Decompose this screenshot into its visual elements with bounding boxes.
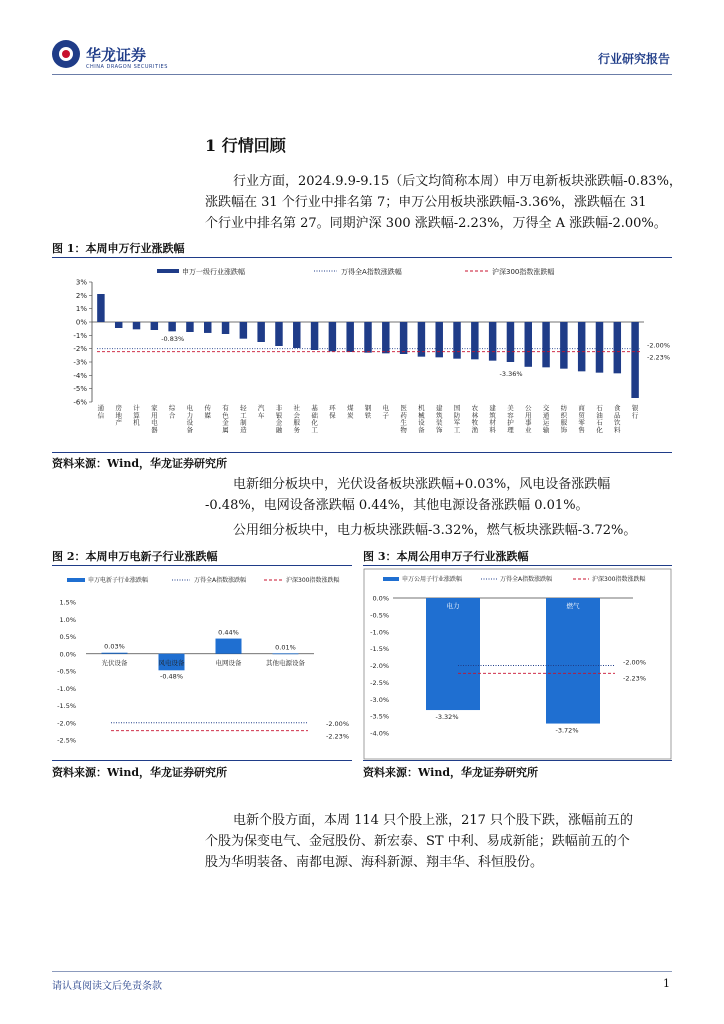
fig1-y-tick-label: -3% — [73, 358, 87, 367]
fig1-category-label: 电力设备 — [186, 404, 194, 434]
figure-2-title: 图 2：本周申万电新子行业涨跌幅 — [52, 550, 218, 563]
fig1-bar — [311, 322, 318, 350]
fig2-legend-wind-label: 万得全A指数涨跌幅 — [194, 577, 247, 584]
figure-2-source: 资料来源：Wind，华龙证券研究所 — [52, 766, 228, 779]
fig1-y-tick-label: -6% — [73, 398, 87, 407]
company-name-en: CHINA DRAGON SECURITIES — [86, 64, 168, 70]
fig1-bar — [596, 322, 603, 373]
figure-1-top-rule — [52, 257, 672, 258]
fig1-category-label: 食品饮料 — [614, 404, 621, 434]
fig3-ref-label: -2.00% — [623, 658, 646, 667]
figure-2-top-rule — [52, 565, 352, 566]
fig2-legend-bar-label: 申万电新子行业涨跌幅 — [88, 577, 149, 584]
fig1-data-label: -0.83% — [161, 335, 185, 343]
fig2-data-label: -0.48% — [160, 672, 183, 681]
fig1-category-label: 计算机 — [133, 404, 140, 427]
figure-3-bottom-rule — [363, 760, 672, 761]
fig3-legend-hs300-label: 沪深300指数涨跌幅 — [592, 576, 646, 583]
stocks-paragraph-line-3: 股为华明装备、南都电源、海科新源、翔丰华、科恒股份。 — [205, 855, 544, 870]
fig1-y-tick-label: 2% — [75, 291, 87, 300]
fig3-legend-wind-label: 万得全A指数涨跌幅 — [500, 576, 553, 583]
fig2-category-label: 电网设备 — [215, 658, 242, 667]
fig1-bar — [364, 322, 371, 353]
fig2-y-tick-label: 1.5% — [59, 598, 76, 607]
fig1-y-tick-label: 0% — [75, 318, 87, 327]
fig1-category-label: 医药生物 — [400, 404, 407, 434]
fig2-y-tick-label: -2.0% — [57, 719, 76, 728]
fig2-y-tick-label: 0.5% — [59, 633, 76, 641]
fig3-y-tick-label: -2.5% — [370, 678, 389, 687]
figure-3-top-rule — [363, 565, 672, 566]
fig3-y-tick-label: -0.5% — [370, 611, 389, 620]
fig2-bar — [102, 653, 128, 654]
fig1-category-label: 美容护理 — [507, 404, 514, 434]
fig1-category-label: 银行 — [631, 404, 639, 420]
fig1-category-label: 纺织服饰 — [560, 404, 568, 434]
fig1-bar — [453, 322, 460, 359]
fig3-category-label: 燃气 — [566, 602, 580, 610]
fig3-bar — [426, 598, 480, 710]
fig1-bar — [275, 322, 282, 346]
fig3-bar — [546, 598, 600, 724]
fig1-category-label: 汽车 — [257, 404, 265, 420]
fig1-y-tick-label: -2% — [73, 345, 87, 354]
fig1-category-label: 机械设备 — [418, 404, 425, 434]
fig1-data-label: -3.36% — [499, 369, 523, 378]
fig1-category-label: 钢铁 — [364, 404, 372, 420]
fig3-y-tick-label: -1.0% — [370, 628, 389, 637]
fig1-category-label: 综合 — [168, 404, 176, 420]
fig1-bar — [204, 322, 211, 333]
fig3-legend-bar-swatch — [383, 577, 399, 581]
fig1-legend-hs300-label: 沪深300指数涨跌幅 — [492, 268, 555, 276]
fig2-legend-hs300-label: 沪深300指数涨跌幅 — [286, 577, 340, 584]
fig1-bar — [240, 322, 247, 339]
fig1-category-label: 公用事业 — [525, 404, 532, 434]
fig1-ref-label: -2.23% — [647, 353, 670, 362]
fig1-legend-bar-swatch — [157, 269, 179, 273]
fig1-bar — [133, 322, 140, 329]
fig1-y-tick-label: -1% — [73, 331, 87, 340]
fig1-bar — [400, 322, 407, 354]
fig1-bar — [578, 322, 585, 371]
fig3-y-tick-label: -3.5% — [370, 712, 389, 721]
fig1-category-label: 通信 — [97, 404, 105, 420]
section-heading: 1 行情回顾 — [205, 136, 286, 155]
figure-2-bottom-rule — [52, 760, 352, 761]
fig1-category-label: 电子 — [382, 404, 390, 420]
fig1-bar — [151, 322, 158, 330]
fig1-category-label: 环保 — [329, 404, 336, 420]
figure-1-title: 图 1：本周申万行业涨跌幅 — [52, 242, 185, 255]
fig2-ref-label: -2.00% — [326, 719, 349, 728]
fig2-data-label: 0.44% — [218, 628, 239, 637]
fig1-bar — [222, 322, 229, 334]
figure-3-source: 资料来源：Wind，华龙证券研究所 — [363, 766, 539, 779]
stocks-paragraph-line-1: 电新个股方面，本周 114 只个股上涨，217 只个股下跌，涨幅前五的 — [233, 813, 634, 828]
fig1-bar — [293, 322, 300, 348]
fig1-bar — [542, 322, 549, 367]
fig3-category-label: 电力 — [446, 602, 460, 610]
fig3-y-tick-label: -4.0% — [370, 729, 389, 738]
fig1-category-label: 农林牧渔 — [471, 404, 479, 434]
fig3-y-tick-label: -2.0% — [370, 662, 389, 670]
footer-disclaimer: 请认真阅读文后免责条款 — [52, 981, 162, 992]
fig1-bar — [614, 322, 621, 373]
fig1-bar — [115, 322, 122, 328]
fig2-data-label: 0.03% — [104, 642, 125, 651]
fig1-bar — [489, 322, 496, 361]
fig1-category-label: 建筑材料 — [489, 404, 496, 434]
fig3-legend-bar-label: 申万公用子行业涨跌幅 — [402, 576, 463, 583]
fig1-bar — [471, 322, 478, 359]
fig3-ref-label: -2.23% — [623, 674, 646, 683]
stocks-paragraph-line-2: 个股为保变电气、金冠股份、新宏泰、ST 中利、易成新能；跌幅前五的个 — [205, 834, 630, 849]
fig2-ref-label: -2.23% — [326, 732, 349, 741]
fig1-bar — [560, 322, 567, 369]
sub-sector-line-1: 电新细分板块中，光伏设备板块涨跌幅+0.03%，风电设备涨跌幅 — [233, 477, 611, 492]
fig2-bar — [216, 639, 242, 654]
fig2-y-tick-label: 0.0% — [59, 650, 76, 659]
fig3-y-tick-label: 0.0% — [372, 594, 389, 603]
fig1-category-labels — [98, 403, 639, 434]
fig1-bar — [97, 294, 104, 322]
fig2-legend — [67, 576, 339, 584]
fig2-axis — [57, 599, 314, 745]
fig2-y-tick-label: -0.5% — [57, 667, 76, 676]
fig1-category-label: 社会服务 — [293, 404, 301, 434]
fig1-category-label: 煤炭 — [346, 404, 354, 420]
fig2-category-label: 光伏设备 — [101, 658, 128, 667]
company-name: 华龙证券 — [86, 46, 147, 64]
fig2-y-tick-label: 1.0% — [59, 615, 76, 624]
fig1-category-label: 建筑装饰 — [435, 404, 443, 434]
fig2-category-label: 其他电源设备 — [266, 658, 305, 667]
fig1-category-label: 基础化工 — [311, 404, 318, 434]
fig1-category-label: 商贸零售 — [578, 404, 585, 434]
industry-paragraph-line-2: 涨跌幅在 31 个行业中排名第 7；申万公用板块涨跌幅-3.36%，涨跌幅在 31 — [205, 195, 647, 210]
fig1-category-label: 传媒 — [204, 404, 211, 420]
fig1-category-label: 国防军工 — [453, 404, 461, 434]
fig2-y-tick-label: -1.0% — [57, 684, 76, 693]
fig1-bar — [186, 322, 193, 332]
fig1-axis — [73, 279, 644, 407]
industry-paragraph-line-1: 行业方面，2024.9.9-9.15（后文均简称本周）申万电新板块涨跌幅-0.83%， — [233, 174, 682, 189]
fig3-data-label: -3.32% — [435, 713, 459, 722]
fig1-category-label: 有色金属 — [222, 404, 229, 434]
figure-3-title: 图 3：本周公用申万子行业涨跌幅 — [363, 550, 529, 563]
fig1-bar — [346, 322, 353, 352]
header-divider — [52, 74, 672, 75]
industry-paragraph-line-3: 个行业中排名第 27。同期沪深 300 涨跌幅-2.23%，万得全 A 涨跌幅-2.00%。 — [205, 216, 667, 231]
fig2-data-label: 0.01% — [275, 643, 296, 652]
fig1-category-label: 房地产 — [115, 404, 122, 427]
fig1-bar — [329, 322, 336, 351]
fig1-legend-bar-label: 申万一级行业涨跌幅 — [182, 268, 245, 276]
fig1-legend — [157, 267, 554, 276]
fig1-bar — [382, 322, 389, 353]
figure-2-chart — [52, 568, 352, 760]
fig1-category-label: 交通运输 — [542, 404, 550, 434]
sub-sector-line-2: -0.48%，电网设备涨跌幅 0.44%，其他电源设备涨跌幅 0.01%。 — [205, 498, 589, 513]
fig1-category-label: 非银金融 — [275, 404, 283, 434]
fig2-category-label: 风电设备 — [158, 658, 185, 667]
fig3-bars — [426, 598, 600, 735]
fig1-y-tick-label: -5% — [73, 385, 87, 394]
fig1-category-label: 石油石化 — [596, 404, 603, 434]
fig2-bar — [273, 653, 299, 654]
fig1-y-tick-label: -4% — [73, 371, 87, 380]
figure-1-chart — [52, 260, 672, 450]
figure-3-chart — [363, 568, 672, 760]
footer-divider — [52, 971, 672, 972]
fig1-bar — [525, 322, 532, 367]
fig1-bar — [507, 322, 514, 362]
figure-1-bottom-rule — [52, 452, 672, 453]
fig1-category-label: 轻工制造 — [240, 404, 247, 434]
company-logo-icon — [52, 40, 80, 68]
fig1-ref-label: -2.00% — [647, 341, 670, 350]
fig1-legend-wind-label: 万得全A指数涨跌幅 — [341, 268, 402, 276]
fig2-reference-lines — [111, 720, 349, 741]
fig2-y-tick-label: -2.5% — [57, 736, 76, 745]
report-type: 行业研究报告 — [597, 52, 670, 66]
fig1-bar — [257, 322, 264, 342]
fig3-data-label: -3.72% — [555, 726, 579, 735]
fig3-y-tick-label: -3.0% — [370, 695, 389, 704]
fig1-y-tick-label: 1% — [75, 305, 87, 314]
fig2-bars — [102, 629, 306, 681]
fig3-legend — [383, 575, 645, 583]
fig3-y-tick-label: -1.5% — [370, 645, 389, 654]
figure-1-source: 资料来源：Wind，华龙证券研究所 — [52, 457, 228, 470]
fig2-legend-bar-swatch — [67, 578, 85, 582]
sub-sector-line-3: 公用细分板块中，电力板块涨跌幅-3.32%，燃气板块涨跌幅-3.72%。 — [233, 523, 637, 538]
fig1-bar — [168, 322, 175, 331]
fig2-y-tick-label: -1.5% — [57, 702, 76, 710]
fig1-category-label: 家用电器 — [151, 404, 158, 434]
page-number: 1 — [663, 977, 670, 990]
fig1-y-tick-label: 3% — [75, 278, 87, 287]
fig1-bar — [631, 322, 638, 398]
fig1-bars — [97, 294, 639, 398]
